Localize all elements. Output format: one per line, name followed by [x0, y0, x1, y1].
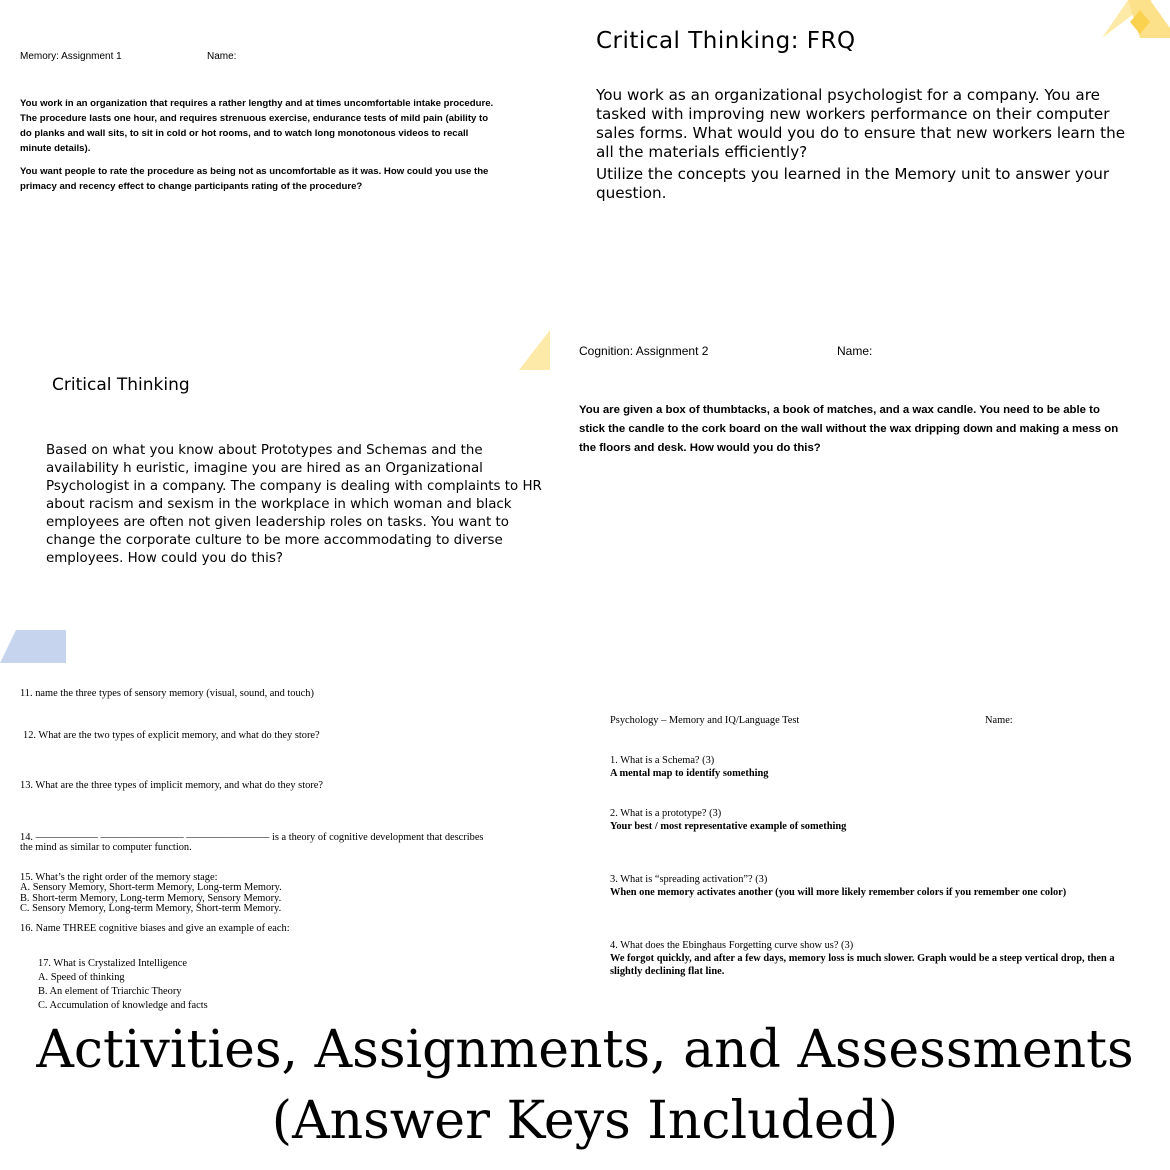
banner-line-2: (Answer Keys Included) [271, 1091, 899, 1151]
prompt-paragraph: Based on what you know about Prototypes and Schemas and the availability h euristic, imagine you are hired as an Organizational Psychologist in a company. The company is dealing with complaints to HR about racism and sexism in the workplace in which woman and black employees are often not given leadership roles on tasks. You want to change the corporate culture to be more accommodating to diverse employees. How could you do this? [46, 443, 542, 566]
question-15-option-b: B. Short-term Memory, Long-term Memory, Sensory Memory. [20, 893, 282, 904]
assignment-title: Cognition: Assignment 2 [579, 344, 709, 358]
mid-yellow-triangle [519, 330, 550, 370]
test-title: Psychology – Memory and IQ/Language Test [610, 715, 800, 726]
prompt-paragraph: You work as an organizational psychologist for a company. You are tasked with improving new workers performance on their computer sales forms. What would you do to ensure that new workers learn the all the materials efficiently? [596, 86, 1126, 161]
panel-title: Critical Thinking: FRQ [596, 28, 856, 54]
question-16: 16. Name THREE cognitive biases and give an example of each: [20, 923, 290, 934]
prompt-paragraph: You are given a box of thumbtacks, a book of matches, and a wax candle. You need to be able to stick the candle to the cork board on the wall without the wax dripping down and making a mess on the floors and desk. How would you do this? [579, 404, 1119, 454]
question-17-option-a: A. Speed of thinking [38, 972, 125, 983]
question-12: 12. What are the two types of explicit memory, and what do they store? [23, 730, 320, 741]
question-15-option-c: C. Sensory Memory, Long-term Memory, Short-term Memory. [20, 903, 282, 914]
question-17: 17. What is Crystalized Intelligence [38, 958, 187, 969]
banner-line-1: Activities, Assignments, and Assessments [36, 1020, 1134, 1080]
name-label: Name: [985, 715, 1013, 726]
question-4: 4. What does the Ebinghaus Forgetting curve show us? (3) [610, 940, 854, 951]
prompt-instruction: Utilize the concepts you learned in the Memory unit to answer your question. [596, 165, 1110, 202]
assignment-title: Memory: Assignment 1 [20, 51, 122, 62]
panel-title: Critical Thinking [52, 375, 190, 395]
answer-1: A mental map to identify something [610, 768, 769, 779]
question-1: 1. What is a Schema? (3) [610, 755, 715, 766]
answer-2: Your best / most representative example of something [610, 821, 847, 832]
answer-key-panel [590, 705, 1170, 1005]
blue-tab-shape [0, 630, 66, 663]
question-3: 3. What is “spreading activation”? (3) [610, 874, 768, 885]
test-questions-panel [0, 675, 585, 1015]
question-17-option-b: B. An element of Triarchic Theory [38, 986, 182, 997]
question-17-option-c: C. Accumulation of knowledge and facts [38, 1000, 208, 1011]
question-14-line1: 14. —————— ———————— ———————— is a theory of cognitive development that describes [20, 832, 484, 843]
name-label: Name: [837, 344, 873, 358]
question-15-option-a: A. Sensory Memory, Short-term Memory, Long-term Memory. [20, 882, 282, 893]
prompt-paragraph: You work in an organization that requires a rather lengthy and at times uncomfortable intake procedure. The procedure lasts one hour, and requires strenuous exercise, endurance tests of mild pain (ability to do planks and wall sits, to sit in cold or hot rooms, and to watch long monotonous videos to recall minute details). [20, 98, 494, 154]
question-15: 15. What’s the right order of the memory stage: [20, 872, 218, 883]
question-13: 13. What are the three types of implicit memory, and what do they store? [20, 780, 323, 791]
question-11: 11. name the three types of sensory memory (visual, sound, and touch) [20, 688, 314, 699]
answer-3: When one memory activates another (you will more likely remember colors if you remember one color) [610, 887, 1067, 898]
question-14-line2: the mind as similar to computer function. [20, 842, 192, 853]
answer-4: We forgot quickly, and after a few days, memory loss is much slower. Graph would be a steep vertical drop, then a slightly declining flat line. [610, 953, 1115, 977]
prompt-question: You want people to rate the procedure as being not as uncomfortable as it was. How could you use the primacy and recency effect to change participants rating of the procedure? [20, 166, 489, 192]
question-2: 2. What is a prototype? (3) [610, 808, 722, 819]
name-label: Name: [207, 51, 237, 62]
